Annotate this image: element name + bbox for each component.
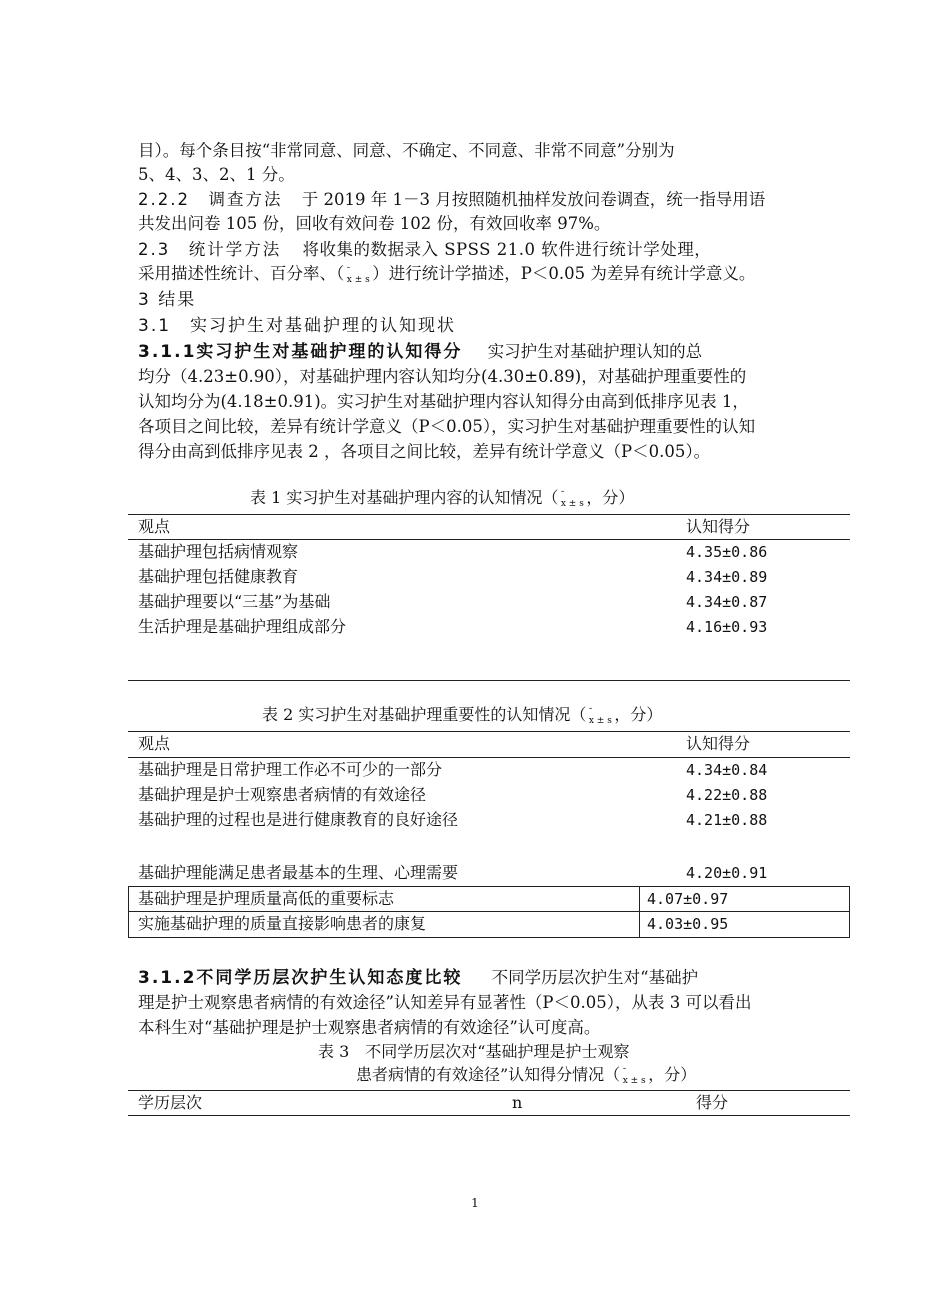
caption-text: 表 2 实习护生对基础护理重要性的认知情况（: [262, 705, 587, 724]
table3-header-n: n: [512, 1093, 523, 1112]
table1-bottom-rule: [128, 680, 850, 681]
body-text: 于 2019 年 1－3 月按照随机抽样发放问卷调查，统一指导用语: [301, 190, 766, 209]
table1-header-rule: [128, 539, 850, 540]
section-3-1-1: [138, 340, 850, 364]
body-text: ）进行统计学描述，P＜0.05 为差异有统计学意义。: [372, 264, 756, 283]
table2-row-divider: [128, 911, 850, 912]
table1-caption: [250, 487, 634, 515]
table1-row-label: 生活护理是基础护理组成部分: [138, 617, 347, 636]
table1-row-label: 基础护理要以“三基”为基础: [138, 592, 331, 611]
table2-row-label: 基础护理是护理质量高低的重要标志: [138, 889, 395, 908]
table1-header-score: 认知得分: [686, 517, 751, 536]
caption-text: 表 1 实习护生对基础护理内容的认知情况（: [250, 488, 559, 507]
body-text: 实习护生对基础护理认知的总: [487, 342, 703, 361]
table1-top-rule: [128, 514, 850, 515]
table1-header-viewpoint: 观点: [138, 517, 171, 536]
caption-text: ，分）: [586, 488, 635, 507]
table2-row-score: 4.20±0.91: [686, 864, 768, 882]
table1-row-score: 4.34±0.87: [686, 593, 768, 611]
table1-row-label: 基础护理包括健康教育: [138, 567, 299, 586]
section-2-2-2: [138, 188, 850, 212]
section-3-1-heading: 3.1 实习护生对基础护理的认知现状: [138, 316, 457, 336]
table1-row-score: 4.35±0.86: [686, 543, 768, 561]
body-text-line: 认知均分为(4.18±0.91)。实习护生对基础护理内容认知得分由高到低排序见表 1，: [138, 392, 749, 411]
section-3-heading: 3 结果: [138, 290, 197, 310]
table2-row-label: 基础护理的过程也是进行健康教育的良好途径: [138, 810, 459, 829]
table3-header-rule: [128, 1115, 850, 1116]
body-text-line: 理是护士观察患者病情的有效途径”认知差异有显著性（P＜0.05），从表 3 可以看出: [138, 993, 752, 1012]
table1-row-score: 4.16±0.93: [686, 618, 768, 636]
table2-header-score: 认知得分: [686, 734, 751, 753]
mean-sd-symbol: ¯ x ± s: [344, 268, 372, 292]
caption-text: ，分）: [614, 705, 663, 724]
body-text-line: 共发出问卷 105 份，回收有效问卷 102 份，有效回收率 97%。: [138, 214, 611, 233]
table2-column-divider: [639, 886, 640, 938]
body-text-line: 目）。每个条目按“非常同意、同意、不确定、不同意、非常不同意”分别为: [138, 141, 675, 160]
table1-row-label: 基础护理包括病情观察: [138, 542, 299, 561]
table3-header-score: 得分: [696, 1093, 729, 1112]
mean-sd-symbol: ¯ x ± s: [586, 710, 614, 732]
table2-row-score: 4.03±0.95: [647, 915, 729, 933]
table3-header-level: 学历层次: [138, 1093, 203, 1112]
table2-top-rule: [128, 731, 850, 732]
page-number: 1: [471, 1196, 479, 1210]
mean-sd-symbol: ¯ x ± s: [558, 493, 586, 515]
table2-row-label: 基础护理能满足患者最基本的生理、心理需要: [138, 863, 459, 882]
body-text: 不同学历层次护生对“基础护: [491, 968, 699, 987]
table2-row-score: 4.21±0.88: [686, 811, 768, 829]
table3-caption-line1: 表 3 不同学历层次对“基础护理是护士观察: [318, 1042, 630, 1061]
mean-sd-symbol: ¯ x ± s: [620, 1070, 648, 1092]
body-text-line: 得分由高到低排序见表 2 ，各项目之间比较，差异有统计学意义（P＜0.05）。: [138, 442, 711, 461]
table2-row-score: 4.34±0.84: [686, 761, 768, 779]
section-heading: 3.1.2不同学历层次护生认知态度比较: [138, 968, 463, 988]
body-text: 采用描述性统计、百分率、（: [138, 264, 345, 283]
body-text-line: 5、4、3、2、1 分。: [138, 165, 295, 184]
body-text-line: 本科生对“基础护理是护士观察患者病情的有效途径”认可度高。: [138, 1018, 601, 1037]
table2-header-rule: [128, 757, 850, 758]
section-3-1-2: [138, 966, 850, 990]
section-2-3: [138, 238, 850, 262]
table2-row-score: 4.07±0.97: [647, 890, 729, 908]
body-text: 将收集的数据录入 SPSS 21.0 软件进行统计学处理，: [302, 240, 712, 259]
table3-top-rule: [128, 1090, 850, 1091]
table2-row-label: 基础护理是护士观察患者病情的有效途径: [138, 785, 427, 804]
table2-row-label: 实施基础护理的质量直接影响患者的康复: [138, 914, 427, 933]
table2-row-score: 4.22±0.88: [686, 786, 768, 804]
section-heading: 2.2.2 调查方法: [138, 190, 283, 209]
body-text-line: 均分（4.23±0.90），对基础护理内容认知均分(4.30±0.89)，对基础护理重要性的: [138, 367, 747, 386]
caption-text: ，分）: [648, 1065, 697, 1084]
table2-caption: [262, 704, 662, 732]
table2-row-label: 基础护理是日常护理工作必不可少的一部分: [138, 760, 443, 779]
table2-header-viewpoint: 观点: [138, 734, 171, 753]
section-heading: 3.1.1实习护生对基础护理的认知得分: [138, 342, 463, 362]
table1-row-score: 4.34±0.89: [686, 568, 768, 586]
body-text-line: 各项目之间比较，差异有统计学意义（P＜0.05），实习护生对基础护理重要性的认知: [138, 417, 756, 436]
caption-text: 患者病情的有效途径”认知得分情况（: [356, 1065, 621, 1084]
section-heading: 2.3 统计学方法: [138, 240, 282, 259]
table3-caption-line2: [356, 1064, 696, 1092]
